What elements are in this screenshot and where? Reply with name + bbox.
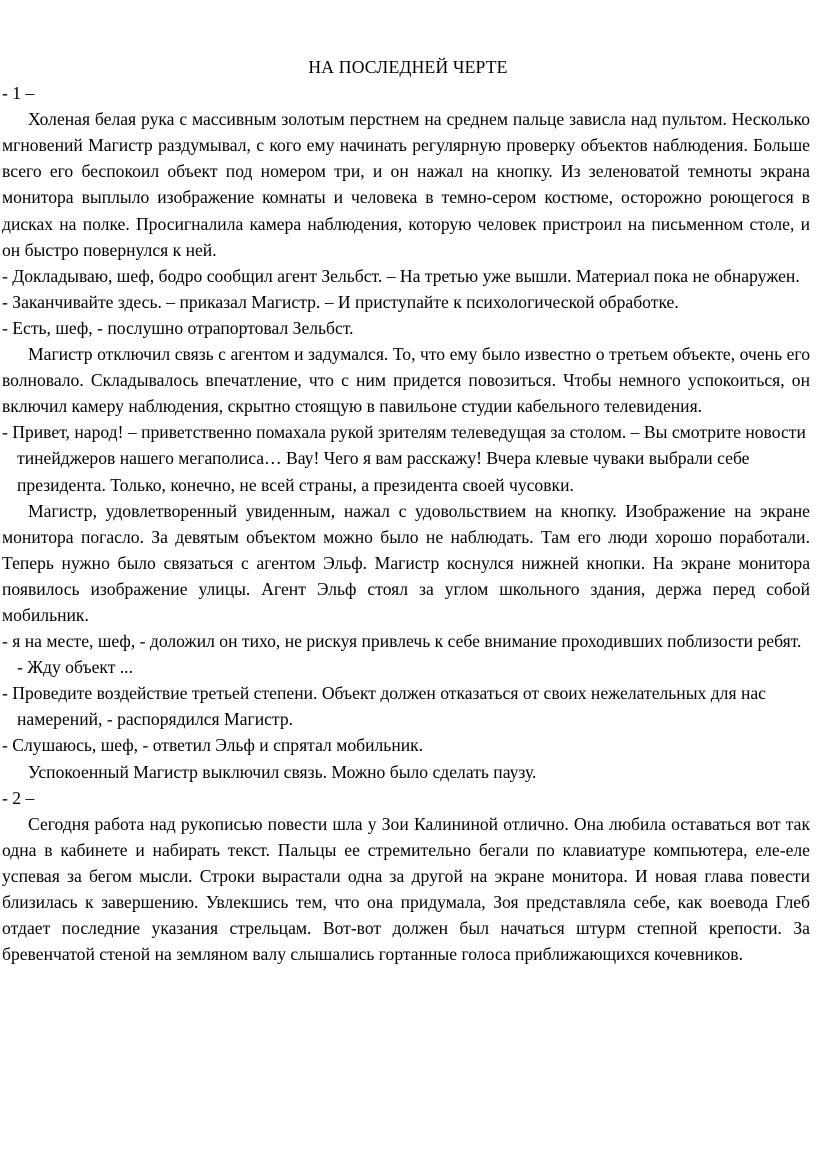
story-title: НА ПОСЛЕДНЕЙ ЧЕРТЕ (308, 57, 508, 77)
paragraph: Сегодня работа над рукописью повести шла у Зои Калининой отлично. Она любила оставаться вот так одна в кабинете и набирать текст. Пальцы ее стремительно бегали по клавиатуре компьютера, еле-еле успевая за бегом мысли. Строки вырастали одна за другой на экране монитора. И новая глава повести близилась к завершению. Увлекшись тем, что она придумала, Зоя представляла себе, как воевода Глеб отдает последние указания стрельцам. Вот-вот должен был начаться штурм степной крепости. За бревенчатой стеной на земляном валу слышались гортанные голоса приближающихся кочевников. (2, 813, 810, 965)
document-page (0, 54, 816, 967)
dialogue-line: - Докладываю, шеф, бодро сообщил агент Зельбст. – На третью уже вышли. Материал пока не обнаружен. (2, 265, 800, 286)
dialogue-line: - я на месте, шеф, - доложил он тихо, не рискуя привлечь к себе внимание проходивших поблизости ребят. - Жду объект ... (2, 631, 802, 678)
paragraph: Успокоенный Магистр выключил связь. Можно было сделать паузу. (28, 761, 537, 782)
chapter-2-marker: - 2 – (2, 787, 35, 808)
paragraph: Холеная белая рука с массивным золотым перстнем на среднем пальце зависла над пультом. Несколько мгновений Магистр раздумывал, с кого ему начинать регулярную проверку объектов наблюдения. Больше всего его беспокоил объект под номером три, и он нажал на кнопку. Из зеленоватой темноты экрана монитора выплыло изображение комнаты и человека в темно-сером костюме, осторожно роющегося в дисках на полке. Просигналила камера наблюдения, которую человек пристроил на письменном столе, и он быстро повернулся к ней. (2, 109, 810, 260)
dialogue-line: - Есть, шеф, - послушно отрапортовал Зельбст. (2, 317, 354, 338)
dialogue-line: - Заканчивайте здесь. – приказал Магистр. – И приступайте к психологической обработке. (2, 291, 679, 312)
dialogue-line: - Проведите воздействие третьей степени. Объект должен отказаться от своих нежелательных для нас намерений, - распорядился Магистр. (2, 683, 766, 730)
chapter-1-marker: - 1 – (2, 83, 35, 104)
paragraph: Магистр, удовлетворенный увиденным, нажал с удовольствием на кнопку. Изображение на экране монитора погасло. За девятым объектом можно было не наблюдать. Там его люди хорошо поработали. Теперь нужно было связаться с агентом Эльф. Магистр коснулся нижней кнопки. На экране монитора появилось изображение улицы. Агент Эльф стоял за углом школьного здания, держа перед собой мобильник. (2, 500, 810, 625)
dialogue-line: - Слушаюсь, шеф, - ответил Эльф и спрятал мобильник. (2, 735, 424, 756)
dialogue-line: - Привет, народ! – приветственно помахала рукой зрителям телеведущая за столом. – Вы смотрите новости тинейджеров нашего мегаполиса… Вау! Чего я вам расскажу! Вчера клевые чуваки выбрали себе президента. Только, конечно, не всей страны, а президента своей чусовки. (2, 422, 806, 495)
paragraph: Магистр отключил связь с агентом и задумался. То, что ему было известно о третьем объекте, очень его волновало. Складывалось впечатление, что с ним придется повозиться. Чтобы немного успокоиться, он включил камеру наблюдения, скрытно стоящую в павильоне студии кабельного телевидения. (2, 344, 810, 417)
